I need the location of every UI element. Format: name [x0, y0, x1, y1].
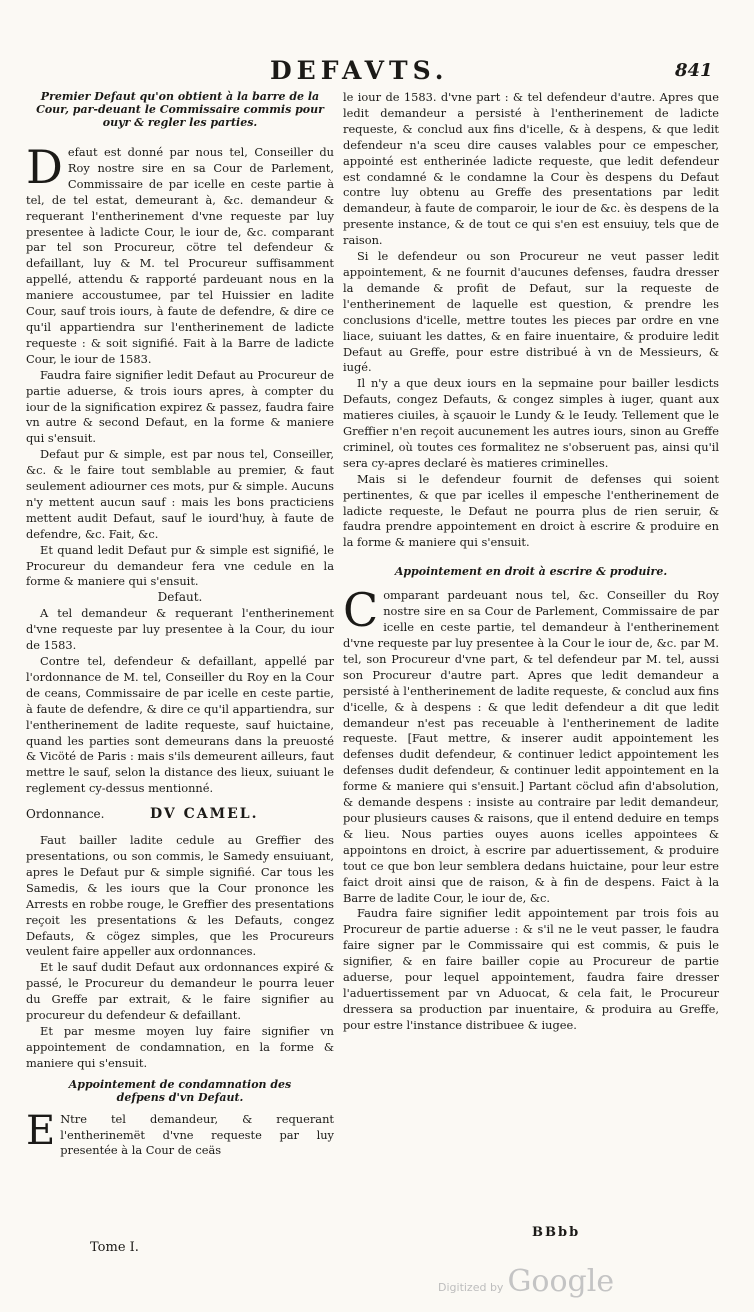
paragraph-faudra-faire-signifier: Faudra faire signifier ledit appointement par trois fois au Procureur de partie aduerse : & s'il ne le veut passer, le faudra faire signer par le Commissaire qui est commis, & puis le signifier, & en faire bailler copie au Procureur de partie aduerse, pour lequel appointement, faudra faire dresser l'aduertissement par vn Aduocat, & cela fait, le Procureur dressera sa production par inuentaire, & produira au Greffe, pour estre l'instance distribuee & iugee. — [343, 906, 719, 1032]
signature-mark: BBbb — [532, 1225, 581, 1240]
volume-label: Tome I. — [90, 1240, 139, 1255]
left-column — [26, 90, 334, 1159]
paragraph-text: efaut est donné par nous tel, Conseiller du Roy nostre sire en sa Cour de Parlement, Commissaire de par icelle en ceste partie à tel, de tel estat, demeurant à, &c. demandeur & requerant l'entherinement d'vne requeste par luy presentee à ladicte Cour, le iour de, &c. comparant par tel son Procureur, cötre tel defendeur & defaillant, luy & M. tel Procureur suffisamment appellé, attendu & rapporté pardeuant nous en la maniere accoustumee, par tel Huissier en ladite Cour, sauf trois iours, à faute de defendre, & dire ce qu'il appartiendra sur l'entherinement de ladicte requeste : & soit signifié. Fait à la Barre de ladicte Cour, le iour de 1583. — [26, 145, 334, 366]
running-title: DEFAVTS. — [270, 56, 449, 85]
paragraph-si-le-defendeur: Si le defendeur ou son Procureur ne veut passer ledit appointement, & ne fournit d'aucunes defenses, faudra dresser la demande & profit de Defaut, sur la requeste de l'entherinement de laquelle est question, & prendre les conclusions d'icelle, mettre toutes les pieces par ordre en vne liace, suiuant les dattes, & en faire inuentaire, & produire ledit Defaut au Greffe, pour estre distribué à vn de Messieurs, & iugé. — [343, 249, 719, 375]
paragraph-defaut-pur-simple: Defaut pur & simple, est par nous tel, Conseiller, &c. & le faire tout semblable au premier, & faut seulement adiourner ces mots, pur & simple. Aucuns n'y mettent aucun sauf : mais les bons practiciens mettent audit Defaut, sauf le iourd'huy, à faute de defendre, &c. Fait, &c. — [26, 447, 334, 541]
paragraph-defaut-donne — [26, 140, 334, 368]
ordonnance-line — [26, 807, 334, 823]
paragraph-deux-iours: Il n'y a que deux iours en la sepmaine pour bailler lesdicts Defauts, congez Defauts, & congez simples à iuger, quant aux matieres ciuiles, à sçauoir le Lundy & le Ieudy. Tellement que le Greffier n'en reçoit aucunement les autres iours, sinon au Greffe criminel, où toutes ces formalitez ne s'obseruent pas, ainsi qu'il sera cy-apres declaré ès matieres criminelles. — [343, 376, 719, 470]
paragraph-faut-bailler-cedule: Faut bailler ladite cedule au Greffier des presentations, ou son commis, le Samedy ensuiuant, apres le Defaut pur & simple signifié. Car tous les Samedis, & les iours que la Cour prononce les Arrests en robbe rouge, le Greffier des presentations reçoit les presentations & les Defauts, congez Defauts, & cögez simples, que les Procureurs veulent faire appeller aux ordonnances. — [26, 833, 334, 959]
paragraph-quand-ledit-defaut: Et quand ledit Defaut pur & simple est signifié, le Procureur du demandeur fera vne cedule en la forme & maniere qui s'ensuit. — [26, 542, 334, 589]
paragraph-entre-tel — [26, 1107, 334, 1160]
digitized-by-label: Digitized by — [438, 1281, 504, 1294]
section-title-defaut: Defaut. — [157, 590, 203, 605]
paragraph-text: omparant pardeuant nous tel, &c. Conseiller du Roy nostre sire en sa Cour de Parlement, Commissaire de par icelle en ceste partie, tel demandeur à l'entherinement d'vne requeste par luy presentee à la Cour le iour de, &c. par M. tel, son Procureur d'vne part, & tel defendeur par M. tel, aussi son Procureur d'autre part. Apres que ledit demandeur a persisté à l'entherinement de ladite requeste, & conclud aux fins d'icelle, & à despens : & que ledit defendeur a dit que ledit demandeur n'est pas receuable à l'entherinement de ladite requeste. [Faut mettre, & inserer audit appointement les defenses dudit defendeur, & continuer ledict appointement les defenses dudit defendeur, & continuer ledit appointement en la forme & maniere qui s'ensuit.] Partant cöclud afin d'absolution, & demande despens : insiste au contraire par ledit demandeur, pour plusieurs causes & raisons, que il entend deduire en temps & lieu. Nous parties ouyes auons icelles appointees & appointons en droict, à escrire par aduertissement, & produire tout ce que bon leur semblera dedans huictaine, pour leur estre faict droit ainsi que de raison, & à fin de despens. Faict à la Barre de ladite Cour, le iour de, &c. — [343, 588, 719, 905]
paragraph-faudra-signifier: Faudra faire signifier ledit Defaut au Procureur de partie aduerse, & trois iours apres, à compter du iour de la signification expirez & passez, faudra faire vn autre & second Defaut, en la forme & maniere qui s'ensuit. — [26, 367, 334, 446]
paragraph-text: Ntre tel demandeur, & requerant l'entherinemët d'vne requeste par luy presentée à la Cour de ceäs — [60, 1111, 334, 1158]
right-column — [343, 90, 719, 1034]
drop-cap-e: E — [26, 1107, 56, 1154]
paragraph-a-tel-demandeur: A tel demandeur & requerant l'entherinement d'vne requeste par luy presentee à la Cour, du iour de 1583. — [26, 606, 334, 653]
paragraph-comparant — [343, 583, 719, 906]
google-logo: Google — [507, 1264, 615, 1299]
drop-cap-d: D — [26, 140, 63, 194]
section-heading-condamnation: Appointement de condamnation des defpens d'vn Defaut. — [68, 1077, 292, 1104]
paragraph-par-mesme-moyen: Et par mesme moyen luy faire signifier vn appointement de condamnation, en la forme & maniere qui s'ensuit. — [26, 1023, 334, 1070]
ordonnance-label: Ordonnance. — [26, 807, 105, 822]
author-name: DV CAMEL. — [149, 806, 259, 823]
drop-cap-c: C — [343, 583, 379, 638]
digitized-watermark — [438, 1264, 614, 1299]
paragraph-contre-tel: Contre tel, defendeur & defaillant, appellé par l'ordonnance de M. tel, Conseiller du Roy en la Cour de ceans, Commissaire de par icelle en ceste partie, à faute de defendre, & dire ce qu'il appartiendra, sur l'entherinement de ladite requeste, sauf huictaine, quand les parties sont demeurans dans la preuosté & Vicöté de Paris : mais s'ils demeurent ailleurs, faut mettre le sauf, selon la distance des lieux, suiuant le reglement cy-dessus mentionné. — [26, 654, 334, 796]
page-number: 841 — [675, 60, 713, 81]
paragraph-mais-si: Mais si le defendeur fournit de defenses qui soient pertinentes, & que par icelles il empesche l'entherinement de ladicte requeste, le Defaut ne pourra plus de rien seruir, & faudra prendre appointement en droict à escrire & produire en la forme & maniere qui s'ensuit. — [343, 471, 719, 550]
section-heading-appointement-droit: Appointement en droit à escrire & produire. — [394, 565, 668, 579]
section-heading-premier-defaut: Premier Defaut qu'on obtient à la barre de la Cour, par-deuant le Commissaire commis pour ouyr & regler les parties. — [36, 90, 324, 129]
paragraph-le-iour-de: le iour de 1583. d'vne part : & tel defendeur d'autre. Apres que ledit demandeur a persisté à l'entherinement de ladicte requeste, & conclud aux fins d'icelle, & à despens, & que ledit defendeur n'a sceu dire causes valables pour ce empescher, appointé est entherinée ladicte requeste, que ledit defendeur est condamné & le condamne la Cour ès despens du Defaut contre luy obtenu au Greffe des presentations par ledit demandeur, à faute de comparoir, le iour de &c. ès despens de la presente instance, & de tout ce qui s'en est ensuiuy, tels que de raison. — [343, 90, 719, 248]
paragraph-sauf-expire: Et le sauf dudit Defaut aux ordonnances expiré & passé, le Procureur du demandeur le pourra leuer du Greffe par extrait, & le faire signifier au procureur du defendeur & defaillant. — [26, 960, 334, 1023]
